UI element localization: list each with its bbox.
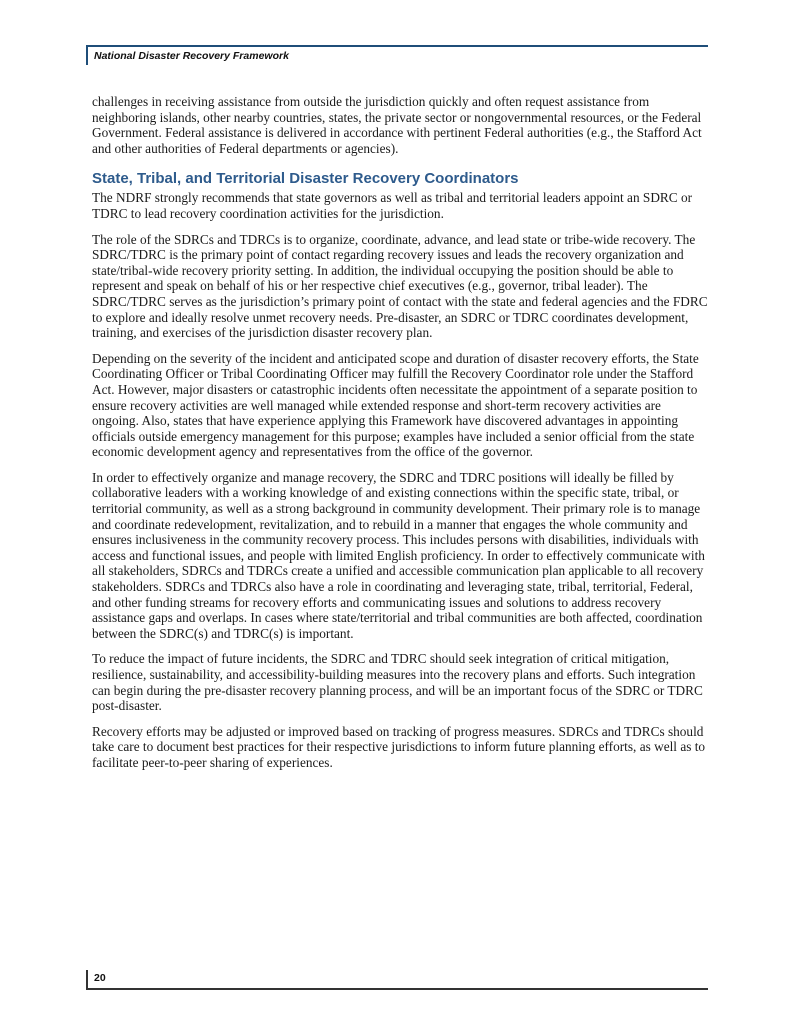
running-footer: [86, 970, 708, 990]
page-number: 20: [94, 972, 106, 984]
page-body: [92, 94, 708, 781]
body-paragraph: Recovery efforts may be adjusted or improved based on tracking of progress measures. SDRCs and TDRCs should take care to document best practices for their respective jurisdictions to inform future planning efforts, as well as to facilitate peer-to-peer sharing of experiences.: [92, 723, 706, 770]
document-title: National Disaster Recovery Framework: [94, 50, 289, 62]
body-paragraph: To reduce the impact of future incidents, the SDRC and TDRC should seek integration of critical mitigation, resilience, sustainability, and accessibility-building measures into the recovery plans and efforts. Such integration can begin during the pre-disaster recovery planning process, and will be an important focus of the SDRC or TDRC post-disaster.: [92, 651, 703, 714]
body-paragraph: Depending on the severity of the incident and anticipated scope and duration of disaster recovery efforts, the State Coordinating Officer or Tribal Coordinating Officer may fulfill the Recovery Coordinator role under the Stafford Act. However, major disasters or catastrophic incidents often necessitate the appointment of a separate position to ensure recovery activities are well managed while extended response and short-term recovery activities are ongoing. Also, states that have experience applying this Framework have discovered advantages in appointing officials outside emergency management for this purpose; examples have included a senior official from the state economic development agency and representatives from the office of the governor.: [92, 350, 699, 460]
section-heading: State, Tribal, and Territorial Disaster Recovery Coordinators: [92, 170, 519, 188]
intro-paragraph: challenges in receiving assistance from outside the jurisdiction quickly and often request assistance from neighboring islands, other nearby countries, states, the private sector or nongovernmental resources, or the Federal Government. Federal assistance is delivered in accordance with pertinent Federal authorities (e.g., the Stafford Act and other authorities of Federal departments or agencies).: [92, 94, 702, 156]
body-paragraph: The NDRF strongly recommends that state governors as well as tribal and territorial leaders appoint an SDRC or TDRC to lead recovery coordination activities for the jurisdiction.: [92, 190, 693, 221]
body-paragraph: The role of the SDRCs and TDRCs is to organize, coordinate, advance, and lead state or tribe-wide recovery. The SDRC/TDRC is the primary point of contact regarding recovery issues and leads the recovery organization and state/tribal-wide recovery priority setting. In addition, the individual occupying the position should be able to represent and speak on behalf of his or her respective chief executives (e.g., governor, tribal leader). The SDRC/TDRC serves as the jurisdiction’s primary point of contact with the state and federal agencies and the FDRC to explore and ideally resolve unmet recovery needs. Pre-disaster, an SDRC or TDRC coordinates development, training, and exercises of the jurisdiction disaster recovery plan.: [92, 231, 708, 341]
body-paragraph: In order to effectively organize and manage recovery, the SDRC and TDRC positions will ideally be filled by collaborative leaders with a working knowledge of and existing connections within the specific state, tribal, or territorial community, as well as a strong background in community development. Their primary role is to manage and coordinate redevelopment, revitalization, and to rebuild in a manner that engages the whole community and ensures inclusiveness in the community recovery process. This includes persons with disabilities, individuals with access and functional issues, and people with limited English proficiency. In order to effectively communicate with all stakeholders, SDRCs and TDRCs create a unified and accessible communication plan applicable to all recovery stakeholders. SDRCs and TDRCs also have a role in coordinating and leveraging state, tribal, territorial, Federal, and other funding streams for recovery efforts and communicating issues and solutions to address recovery assistance gaps and overlaps. In cases where state/territorial and tribal communities are both affected, coordination between the SDRC(s) and TDRC(s) is important.: [92, 469, 705, 641]
running-header: [86, 45, 708, 65]
